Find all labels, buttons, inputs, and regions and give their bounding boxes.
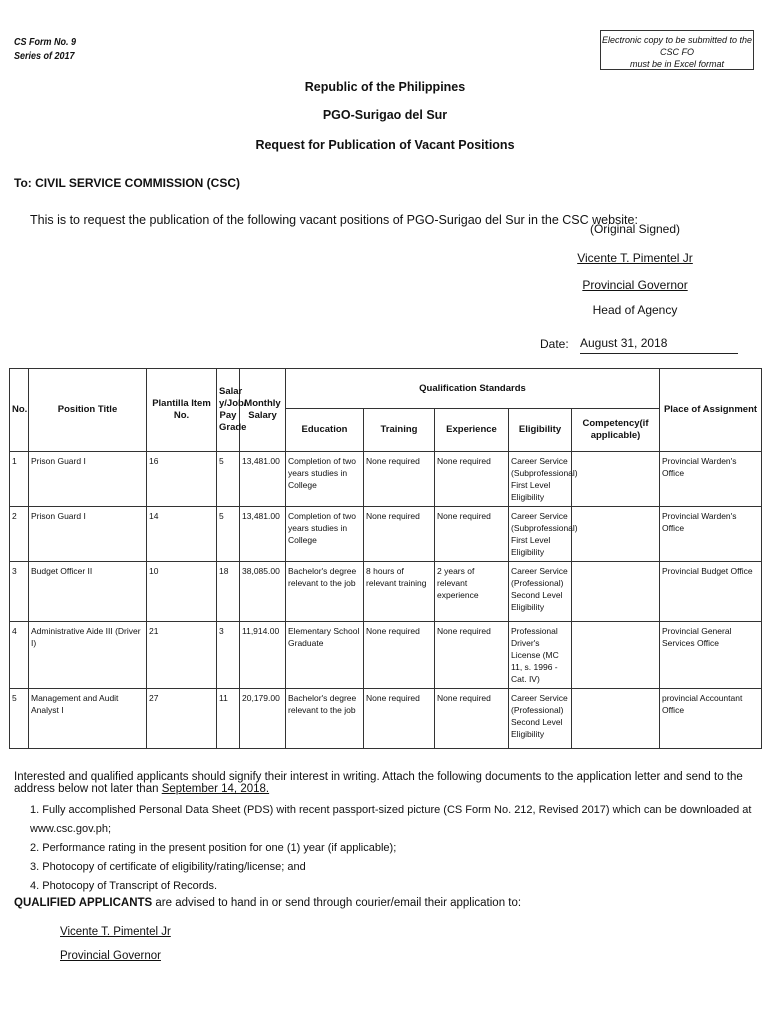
table-row bbox=[10, 507, 762, 562]
cell-salary: 20,179.00 bbox=[240, 689, 286, 749]
cell-education: Bachelor's degree relevant to the job bbox=[286, 689, 364, 749]
cell-plantilla: 14 bbox=[147, 507, 217, 562]
header-plantilla: Plantilla Item No. bbox=[147, 369, 217, 452]
qualified-applicants-note bbox=[14, 897, 521, 909]
cell-eligibility: Career Service (Professional) Second Level Eligibility bbox=[509, 562, 572, 622]
cell-training: None required bbox=[364, 689, 435, 749]
cell-plantilla: 16 bbox=[147, 452, 217, 507]
cell-grade: 3 bbox=[217, 622, 240, 689]
signatory-role: Head of Agency bbox=[592, 303, 678, 317]
interest-statement bbox=[14, 771, 770, 795]
requirement-item: 3. Photocopy of certificate of eligibility/rating/license; and bbox=[30, 861, 306, 873]
cell-competency bbox=[572, 452, 660, 507]
date-value: August 31, 2018 bbox=[580, 336, 668, 350]
cell-salary: 38,085.00 bbox=[240, 562, 286, 622]
cell-position: Management and Audit Analyst I bbox=[29, 689, 147, 749]
cell-education: Elementary School Graduate bbox=[286, 622, 364, 689]
cell-education: Completion of two years studies in College bbox=[286, 452, 364, 507]
cell-salary: 11,914.00 bbox=[240, 622, 286, 689]
table-row bbox=[10, 452, 762, 507]
addressee-line: To: CIVIL SERVICE COMMISSION (CSC) bbox=[14, 176, 241, 190]
cell-position: Budget Officer II bbox=[29, 562, 147, 622]
original-signed: (Original Signed) bbox=[589, 222, 681, 236]
cell-position: Administrative Aide III (Driver I) bbox=[29, 622, 147, 689]
qualified-applicants-bold: QUALIFIED APPLICANTS bbox=[14, 897, 153, 909]
cell-eligibility: Career Service (Subprofessional) First Level Eligibility bbox=[509, 452, 572, 507]
cell-no: 1 bbox=[10, 452, 29, 507]
header-competency: Competency(if applicable) bbox=[572, 409, 660, 452]
requirement-item: 4. Photocopy of Transcript of Records. bbox=[30, 880, 218, 892]
cell-place: provincial Accountant Office bbox=[660, 689, 762, 749]
signatory-name: Vicente T. Pimentel Jr bbox=[577, 251, 693, 265]
cell-training: None required bbox=[364, 622, 435, 689]
cell-experience: None required bbox=[435, 452, 509, 507]
cell-experience: None required bbox=[435, 622, 509, 689]
form-series: Series of 2017 bbox=[14, 51, 75, 62]
vacancy-table bbox=[9, 368, 762, 749]
header-salary-grade: Salar y/Job/ Pay Grade bbox=[217, 369, 240, 452]
table-row bbox=[10, 562, 762, 622]
ecopy-line-1: Electronic copy to be submitted to the CSC FO bbox=[601, 35, 753, 57]
cell-no: 5 bbox=[10, 689, 29, 749]
qualified-applicants-rest: are advised to hand in or send through courier/email their application to: bbox=[152, 897, 522, 909]
cell-experience: 2 years of relevant experience bbox=[435, 562, 509, 622]
cell-education: Bachelor's degree relevant to the job bbox=[286, 562, 364, 622]
cell-place: Provincial Budget Office bbox=[660, 562, 762, 622]
requirements-list bbox=[30, 801, 770, 896]
request-statement: This is to request the publication of the following vacant positions of PGO-Surigao del Sur in the CSC website: bbox=[30, 213, 638, 227]
date-label: Date: bbox=[540, 337, 569, 351]
cell-salary: 13,481.00 bbox=[240, 452, 286, 507]
ecopy-line-2: must be in Excel format bbox=[629, 59, 725, 69]
cell-plantilla: 27 bbox=[147, 689, 217, 749]
cell-training: None required bbox=[364, 452, 435, 507]
deadline-date: September 14, 2018. bbox=[161, 783, 270, 795]
cell-eligibility: Career Service (Subprofessional) First Level Eligibility bbox=[509, 507, 572, 562]
cell-eligibility: Career Service (Professional) Second Level Eligibility bbox=[509, 689, 572, 749]
republic-heading: Republic of the Philippines bbox=[304, 80, 466, 94]
cell-place: Provincial Warden's Office bbox=[660, 452, 762, 507]
cell-training: 8 hours of relevant training bbox=[364, 562, 435, 622]
interest-text: Interested and qualified applicants should signify their interest in writing. Attach the following documents to the application letter and send to the address below not later than bbox=[14, 771, 743, 795]
agency-heading: PGO-Surigao del Sur bbox=[322, 108, 448, 122]
signatory-position: Provincial Governor bbox=[582, 278, 688, 292]
address-position: Provincial Governor bbox=[60, 950, 161, 962]
cell-eligibility: Professional Driver's License (MC 11, s. 1996 - Cat. IV) bbox=[509, 622, 572, 689]
cell-plantilla: 21 bbox=[147, 622, 217, 689]
cell-competency bbox=[572, 689, 660, 749]
header-experience: Experience bbox=[435, 409, 509, 452]
cell-no: 3 bbox=[10, 562, 29, 622]
table-row bbox=[10, 689, 762, 749]
table-row bbox=[10, 622, 762, 689]
cell-competency bbox=[572, 507, 660, 562]
cell-plantilla: 10 bbox=[147, 562, 217, 622]
electronic-copy-note bbox=[600, 30, 754, 70]
cell-grade: 5 bbox=[217, 507, 240, 562]
date-underline bbox=[580, 353, 738, 354]
header-education: Education bbox=[286, 409, 364, 452]
header-training: Training bbox=[364, 409, 435, 452]
form-number: CS Form No. 9 bbox=[14, 37, 77, 48]
cell-grade: 11 bbox=[217, 689, 240, 749]
cell-education: Completion of two years studies in College bbox=[286, 507, 364, 562]
cell-experience: None required bbox=[435, 507, 509, 562]
header-monthly-salary: Monthly Salary bbox=[240, 369, 286, 452]
cell-position: Prison Guard I bbox=[29, 507, 147, 562]
cell-position: Prison Guard I bbox=[29, 452, 147, 507]
cell-training: None required bbox=[364, 507, 435, 562]
document-title: Request for Publication of Vacant Positions bbox=[255, 138, 515, 152]
header-no: No. bbox=[10, 369, 29, 452]
header-position-title: Position Title bbox=[29, 369, 147, 452]
requirement-item: 2. Performance rating in the present position for one (1) year (if applicable); bbox=[30, 842, 397, 854]
form-identifier bbox=[14, 36, 76, 64]
header-place-of-assignment: Place of Assignment bbox=[660, 369, 762, 452]
cell-no: 4 bbox=[10, 622, 29, 689]
cell-grade: 18 bbox=[217, 562, 240, 622]
cell-competency bbox=[572, 622, 660, 689]
cell-place: Provincial General Services Office bbox=[660, 622, 762, 689]
requirement-item: 1. Fully accomplished Personal Data Sheet (PDS) with recent passport-sized picture (CS Form No. 212, Revised 2017) which can be downloaded at www.csc.gov.ph; bbox=[30, 804, 752, 835]
cell-experience: None required bbox=[435, 689, 509, 749]
cell-competency bbox=[572, 562, 660, 622]
address-name: Vicente T. Pimentel Jr bbox=[60, 926, 171, 938]
header-qualification-standards: Qualification Standards bbox=[286, 369, 660, 409]
cell-place: Provincial Warden's Office bbox=[660, 507, 762, 562]
cell-grade: 5 bbox=[217, 452, 240, 507]
cell-salary: 13,481.00 bbox=[240, 507, 286, 562]
cell-no: 2 bbox=[10, 507, 29, 562]
header-eligibility: Eligibility bbox=[509, 409, 572, 452]
